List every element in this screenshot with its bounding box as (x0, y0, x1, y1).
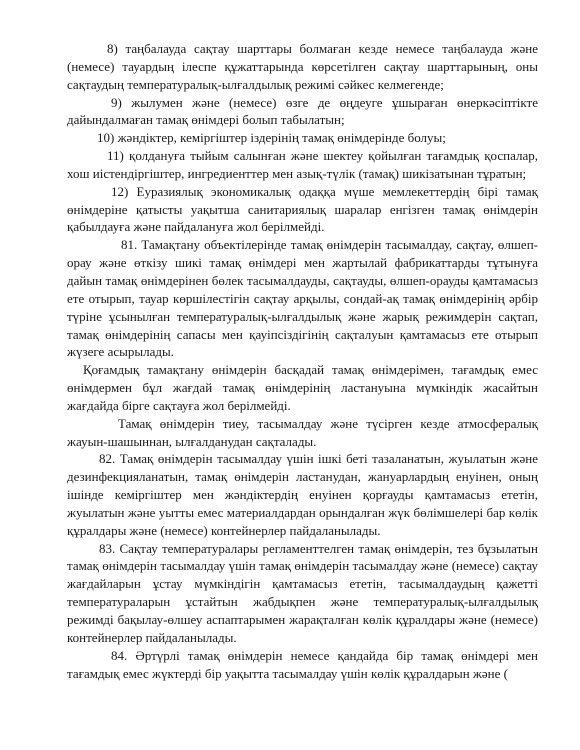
paragraph-82: 82. Тамақ өнімдерін тасымалдау үшін ішкі беті тазаланатын, жуылатын және дезинфекцияланатын, тамақ өнімдерін ластанудан, жануарлардың енуінен, оның ішінде кеміргіштер мен жәндіктердің енуінен қорғауды қамтамасыз ететін, жуылатын және уытты емес материалдардан орындалған жүк бөлімшелері бар көлік құралдары және (немесе) контейнерлер пайдаланылады. (67, 451, 538, 538)
paragraph-item-11: 11) қолдануға тыйым салынған және шектеу қойылған тағамдық қоспалар, хош иістендіргіштер, ингредиенттер мен азық-түлік (тамақ) шикізатынан тұратын; (67, 148, 538, 181)
paragraph-item-9: 9) жылумен және (немесе) өзге де өңдеуге ұшыраған өнеркәсіптіктe дайындалмаған тамақ өнімдері болып табылатын; (67, 94, 538, 128)
paragraph-item-10: 10) жәндіктер, кеміргіштер іздерінің тамақ өнімдерінде болуы; (97, 130, 446, 146)
paragraph-loading: Тамақ өнімдерін тиеу, тасымалдау және түсірген кезде атмосфералық жауын-шашыннан, ылғалданудан сақталады. (67, 415, 538, 449)
paragraph-catering-storage: Қоғамдық тамақтану өнімдерін басқадай тамақ өнімдерімен, тағамдық емес өнімдермен бұл жағдай тамақ өнімдерінің ластануына мүмкіндік жасайтын жағдайда бірге сақтауға жол берілмейді. (67, 362, 538, 413)
paragraph-83: 83. Сақтау температуралары регламенттелген тамақ өнімдерін, тез бұзылатын тамақ өнімдерін тасымалдау үшін тамақ өнімдерін тасымалдау және (немесе) сақтау жағдайларын ұстау мүмкіндігін қамтамасыз ететін, тасымалдаудың қажетті температураларын ұстайтын жабдықпен және температуралық-ылғалдылық режимді бақылау-өлшеу аспаптарымен жарақталған көлік құралдары және (немесе) контейнерлер пайдаланылады. (67, 540, 538, 645)
paragraph-81: 81. Тамақтану объектілерінде тамақ өнімдерін тасымалдау, сақтау, өлшеп-орау және өткізу шикі тамақ өнімдері мен жартылай фабрикаттарды тұтынуға дайын тамақ өнімдерінен бөлек тасымалдауды, сақтауды, өлшеп-орауды қамтамасыз ете отырып, тауар көршілестігін сақтау арқылы, сондай-ақ тамақ өнімдерінің әрбір түріне ұсынылған температуралық-ылғалдылық және жарық режимдерін сақтап, тамақ өнімдерінің сапасы мен қауіпсіздігінің сақталуын қамтамасыз ете отырып жүзеге асырылады. (67, 237, 538, 360)
document-body (67, 40, 538, 682)
paragraph-item-8: 8) таңбалауда сақтау шарттары болмаған кезде немесе таңбалауда және (немесе) тауардың ілеспе құжаттарында көрсетілген сақтау шарттарының, оны сақтаудың температуралық-ылғалдылық режимі сәйкес келмегенде; (67, 41, 538, 92)
paragraph-84: 84. Әртүрлі тамақ өнімдерін немесе қандайда бір тамақ өнімдері мен тағамдық емес жүктерді бір уақытта тасымалдау үшін көлік құралдарын және ( (67, 647, 538, 681)
paragraph-item-12: 12) Еуразиялық экономикалық одаққа мүше мемлекеттердің бірі тамақ өнімдеріне қатысты уақытша санитариялық шаралар енгізген тамақ өнімдерін қабылдауға және пайдалануға жол берілмейді. (67, 183, 538, 235)
